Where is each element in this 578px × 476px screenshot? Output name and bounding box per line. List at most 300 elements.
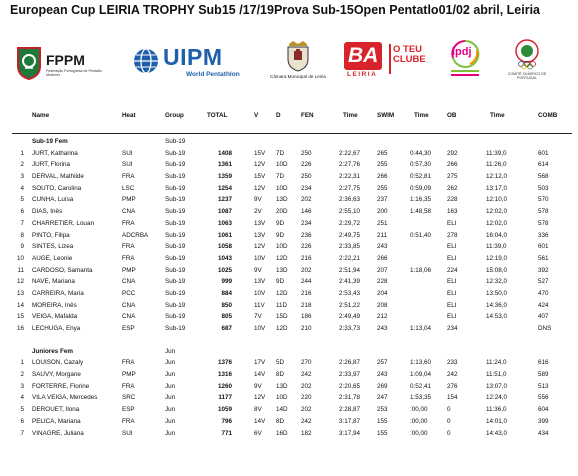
cell-time1: 2:27,75: [339, 184, 361, 192]
cell-comb: 527: [538, 278, 549, 286]
cell-time2: 1:53,35: [410, 394, 432, 402]
results-table: [0, 108, 578, 440]
table-row: [0, 301, 578, 313]
cell-time3: 12:32,0: [486, 278, 508, 286]
globe-icon: [132, 47, 160, 75]
cell-time3: 13:07,0: [486, 382, 508, 390]
cell-v: 11V: [254, 301, 265, 309]
cell-name: SINTES, Lizea: [32, 243, 74, 251]
cell-name: PELICA, Mariana: [32, 417, 81, 425]
cell-time1: 2:22,31: [339, 173, 361, 181]
cell-total: 1063: [217, 219, 232, 227]
cell-name: CUNHA, Luísa: [32, 196, 74, 204]
cell-swim: 207: [377, 266, 388, 274]
cell-v: 10V: [254, 254, 266, 262]
cop-subtitle: COMITÉ OLÍMPICO DE PORTUGAL: [507, 72, 547, 80]
cell-time2: 0:51,40: [410, 231, 432, 239]
cell-time1: 2:33,85: [339, 243, 361, 251]
col-name: Name: [32, 112, 50, 119]
cell-name: LECHUGA, Enya: [32, 325, 81, 332]
cell-heat: FRA: [122, 173, 135, 181]
cell-heat: SUI: [122, 429, 133, 437]
cell-comb: 616: [538, 359, 549, 367]
cell-group: Sub-19: [165, 184, 186, 192]
cell-time1: 2:27,76: [339, 161, 361, 169]
cell-ob: ELI: [447, 301, 457, 309]
cell-name: VINAGRE, Juliana: [32, 429, 84, 437]
cell-total: 1408: [217, 149, 232, 157]
cell-v: 13V: [254, 231, 266, 239]
table-row: [0, 242, 578, 254]
cell-d: 12D: [276, 289, 288, 297]
table-row: [0, 219, 578, 231]
table-row: [0, 277, 578, 289]
cell-heat: CNA: [122, 313, 136, 321]
cell-total: 1376: [217, 359, 232, 367]
cell-d: 10D: [276, 184, 288, 192]
cell-ob: 0: [447, 406, 451, 414]
cell-swim: 255: [377, 184, 388, 192]
cell-group: Sub-19: [165, 196, 186, 204]
cell-name: JURT, Florina: [32, 161, 71, 169]
cell-num: 6: [20, 208, 24, 216]
cell-heat: PMP: [122, 371, 136, 379]
cell-time2: :00,00: [410, 429, 428, 437]
cell-d: 7D: [276, 173, 285, 181]
cell-name: VEIGA, Mafalda: [32, 313, 78, 321]
cell-time1: 2:49,49: [339, 313, 361, 321]
cell-time3: 11:24,0: [486, 359, 507, 367]
cell-fen: 202: [301, 406, 312, 414]
cell-total: 1059: [217, 406, 232, 414]
cell-time3: 12:02,0: [486, 208, 508, 216]
cell-ob: 278: [447, 231, 458, 239]
cell-comb: 392: [538, 266, 549, 274]
cell-d: 10D: [276, 243, 288, 251]
cell-time1: 2:36,63: [339, 196, 361, 204]
cell-num: 4: [20, 394, 24, 402]
cell-time3: 12:02,0: [486, 219, 508, 227]
cell-num: 7: [20, 429, 24, 437]
cell-d: 9D: [276, 231, 285, 239]
cell-time3: 14:01,0: [486, 417, 508, 425]
cell-heat: LSC: [122, 184, 135, 192]
cell-num: 3: [20, 173, 24, 181]
cell-total: 771: [221, 429, 232, 437]
cell-name: NAVE, Mariana: [32, 278, 75, 286]
cell-group: Sub-19: [165, 289, 186, 297]
col-time-swim: Time: [414, 112, 429, 119]
cell-ob: ELI: [447, 254, 457, 262]
cell-comb: 614: [538, 161, 549, 169]
table-row: [0, 417, 578, 429]
cell-fen: 220: [301, 394, 312, 402]
cell-d: 20D: [276, 208, 288, 216]
cell-heat: CNA: [122, 301, 136, 309]
cell-total: 1087: [217, 208, 232, 216]
cell-num: 8: [20, 231, 24, 239]
cell-name: CARDOSO, Samanta: [32, 266, 93, 274]
cell-ob: ELI: [447, 219, 457, 227]
section-header: [0, 137, 578, 149]
cell-v: 12V: [254, 161, 266, 169]
cell-time3: 11:36,0: [486, 406, 507, 414]
col-d: D: [276, 112, 281, 119]
table-row: [0, 266, 578, 278]
uipm-logo: [132, 44, 242, 82]
col-comb: COMB: [538, 112, 558, 119]
cell-d: 9D: [276, 219, 285, 227]
col-time-ob: Time: [490, 112, 505, 119]
cell-group: Jun: [165, 394, 176, 402]
cell-swim: 266: [377, 173, 388, 181]
cell-total: 687: [221, 325, 232, 332]
cell-time1: 3:17,94: [339, 429, 361, 437]
cell-name: SOUTO, Carolina: [32, 184, 82, 192]
cell-time1: 2:20,65: [339, 382, 361, 390]
cell-group: Jun: [165, 429, 176, 437]
table-row: [0, 172, 578, 184]
cell-ob: 242: [447, 371, 458, 379]
table-row: [0, 393, 578, 405]
cell-d: 10D: [276, 161, 288, 169]
cell-v: 6V: [254, 429, 262, 437]
cell-heat: SUI: [122, 149, 133, 157]
cell-name: MOREIRA, Inês: [32, 301, 77, 309]
cell-time3: 14:36,0: [486, 301, 508, 309]
cell-swim: 211: [377, 231, 388, 239]
cell-v: 7V: [254, 313, 262, 321]
cell-time1: 2:41,39: [339, 278, 361, 286]
table-row: [0, 149, 578, 161]
cell-heat: SRC: [122, 394, 136, 402]
cell-swim: 251: [377, 219, 388, 227]
cell-group: Sub-19: [165, 278, 186, 286]
table-row: [0, 405, 578, 417]
cell-v: 12V: [254, 184, 266, 192]
cell-time3: 15:08,0: [486, 266, 508, 274]
cell-group: Jun: [165, 382, 176, 390]
cell-v: 13V: [254, 219, 266, 227]
cell-group: Sub-19: [165, 161, 186, 169]
cell-name: FORTERRE, Florine: [32, 382, 90, 390]
cell-swim: 255: [377, 161, 388, 169]
cell-time1: 2:22,67: [339, 149, 361, 157]
cell-num: 10: [16, 254, 24, 262]
cell-total: 796: [221, 417, 232, 425]
coat-of-arms-icon: [283, 40, 313, 72]
cell-total: 1025: [217, 266, 232, 274]
cell-num: 16: [16, 325, 24, 332]
cell-heat: CNA: [122, 278, 136, 286]
col-heat: Heat: [122, 112, 136, 119]
cell-fen: 202: [301, 266, 312, 274]
cell-v: 15V: [254, 149, 266, 157]
cell-ob: 154: [447, 394, 458, 402]
cell-ob: 0: [447, 429, 451, 437]
cell-d: 12D: [276, 325, 288, 332]
cell-fen: 250: [301, 149, 312, 157]
cell-d: 16D: [276, 429, 288, 437]
ipdj-wordmark: ipdj: [452, 46, 472, 58]
cell-ob: 234: [447, 325, 458, 332]
cell-ob: 224: [447, 266, 458, 274]
cell-time1: 2:33,73: [339, 325, 361, 332]
cell-time3: 11:51,0: [486, 371, 507, 379]
cell-name: LOUISON, Cazaly: [32, 359, 84, 367]
cell-time1: 2:49,75: [339, 231, 361, 239]
leiria-subtitle: Câmara Municipal de Leiria: [270, 74, 326, 79]
cell-time1: 2:31,78: [339, 394, 361, 402]
cell-num: 6: [20, 417, 24, 425]
cell-heat: PCC: [122, 289, 136, 297]
cell-comb: 424: [538, 301, 549, 309]
col-total: TOTAL: [207, 112, 228, 119]
cell-heat: PMP: [122, 266, 136, 274]
cell-total: 1043: [217, 254, 232, 262]
cell-time2: 1:09,04: [410, 371, 432, 379]
col-v: V: [254, 112, 259, 119]
cell-comb: 336: [538, 231, 549, 239]
cell-d: 12D: [276, 254, 288, 262]
cell-swim: 253: [377, 406, 388, 414]
cell-num: 2: [20, 371, 24, 379]
table-row: [0, 254, 578, 266]
cell-name: AUGE, Leonie: [32, 254, 73, 262]
cell-total: 1361: [217, 161, 232, 169]
cell-ob: 262: [447, 184, 458, 192]
cell-group: Sub-19: [165, 325, 186, 332]
cell-v: 8V: [254, 406, 262, 414]
cell-heat: SUI: [122, 161, 133, 169]
cell-swim: 247: [377, 394, 388, 402]
cell-group: Sub-19: [165, 149, 186, 157]
cell-fen: 244: [301, 278, 312, 286]
cell-v: 10V: [254, 325, 266, 332]
cell-time2: 0:52,41: [410, 382, 432, 390]
cell-group: Sub-19: [165, 231, 186, 239]
cell-heat: FRA: [122, 417, 135, 425]
cell-swim: 257: [377, 359, 388, 367]
cell-fen: 234: [301, 219, 312, 227]
cell-name: SAUVY, Morgane: [32, 371, 81, 379]
cell-num: 5: [20, 196, 24, 204]
cell-fen: 186: [301, 313, 312, 321]
cell-heat: PMP: [122, 196, 136, 204]
cell-num: 3: [20, 382, 24, 390]
cell-fen: 234: [301, 184, 312, 192]
table-row: [0, 195, 578, 207]
cell-d: 13D: [276, 266, 288, 274]
cell-v: 9V: [254, 196, 262, 204]
cell-total: 1359: [217, 173, 232, 181]
cell-swim: 265: [377, 149, 388, 157]
cell-ob: ELI: [447, 289, 457, 297]
table-row: [0, 370, 578, 382]
cell-d: 15D: [276, 313, 288, 321]
cell-num: 11: [17, 266, 24, 274]
cell-time1: 2:26,87: [339, 359, 361, 367]
cell-name: CARREIRA, Maria: [32, 289, 84, 297]
fppm-logo: [16, 46, 126, 80]
cell-group: Jun: [165, 417, 176, 425]
table-row: [0, 382, 578, 394]
cell-num: 12: [16, 278, 24, 286]
ba-leiria-logo: [344, 42, 384, 80]
cell-d: 13D: [276, 196, 288, 204]
section-gap: [0, 336, 578, 347]
cell-comb: 513: [538, 382, 549, 390]
cell-comb: 407: [538, 313, 549, 321]
cell-fen: 226: [301, 161, 312, 169]
olympic-committee-logo: [502, 38, 552, 84]
col-ob: OB: [447, 112, 457, 119]
cell-swim: 228: [377, 278, 388, 286]
cell-time3: 11:39,0: [486, 243, 507, 251]
section-group: Jun: [165, 347, 176, 355]
cell-v: 10V: [254, 289, 266, 297]
cell-swim: 237: [377, 196, 388, 204]
table-row: [0, 358, 578, 370]
cell-swim: 243: [377, 325, 388, 332]
cell-group: Sub-19: [165, 254, 186, 262]
cell-num: 2: [20, 161, 24, 169]
cell-group: Jun: [165, 406, 176, 414]
col-group: Group: [165, 112, 184, 119]
cell-num: 9: [20, 243, 24, 251]
cell-name: DIAS, Inês: [32, 208, 63, 216]
cell-ob: 275: [447, 173, 458, 181]
o-teu-clube-wordmark: O TEU CLUBE: [393, 44, 426, 65]
cell-comb: 503: [538, 184, 549, 192]
cell-total: 999: [221, 278, 232, 286]
cell-comb: 568: [538, 173, 549, 181]
cell-v: 15V: [254, 173, 266, 181]
ba-subtitle: LEIRIA: [347, 71, 378, 78]
cell-fen: 242: [301, 371, 312, 379]
cell-heat: FRA: [122, 254, 135, 262]
fppm-wordmark: FPPM: [46, 52, 85, 68]
section-label: Juniores Fem: [32, 347, 73, 355]
cell-num: 7: [20, 219, 24, 227]
cell-v: 14V: [254, 417, 266, 425]
cell-v: 17V: [254, 359, 266, 367]
cell-fen: 216: [301, 254, 312, 262]
cell-time1: 2:29,72: [339, 219, 361, 227]
sponsor-logos: [0, 38, 578, 88]
cell-d: 7D: [276, 149, 285, 157]
cell-swim: 204: [377, 289, 388, 297]
cell-swim: 269: [377, 382, 388, 390]
cell-fen: 270: [301, 359, 312, 367]
cell-total: 1260: [217, 382, 232, 390]
cell-name: DERVAL, Mathilde: [32, 173, 84, 181]
cell-swim: 200: [377, 208, 388, 216]
table-row: [0, 160, 578, 172]
cell-total: 850: [221, 301, 232, 309]
cell-group: Sub-19: [165, 243, 186, 251]
cell-group: Sub-19: [165, 266, 186, 274]
cell-time2: 0:52,81: [410, 173, 432, 181]
cell-fen: 146: [301, 208, 312, 216]
table-row: [0, 231, 578, 243]
ba-wordmark: BA: [348, 44, 379, 67]
cell-time2: 1:13,60: [410, 359, 432, 367]
cell-total: 884: [221, 289, 232, 297]
cell-time1: 2:51,22: [339, 301, 361, 309]
cell-num: 5: [20, 406, 24, 414]
cell-time3: 13:50,0: [486, 289, 508, 297]
cell-time2: 1:16,35: [410, 196, 432, 204]
cell-time1: 2:51,94: [339, 266, 361, 274]
cell-comb: 434: [538, 429, 549, 437]
cell-total: 805: [221, 313, 232, 321]
cell-fen: 182: [301, 429, 312, 437]
cell-comb: 556: [538, 394, 549, 402]
cell-group: Jun: [165, 359, 176, 367]
cell-time2: 1:48,58: [410, 208, 432, 216]
cell-v: 2V: [254, 208, 262, 216]
table-row: [0, 312, 578, 324]
cell-d: 11D: [276, 301, 288, 309]
cell-heat: ESP: [122, 406, 135, 414]
col-time-fen: Time: [343, 112, 358, 119]
cell-time3: 12:10,0: [486, 196, 508, 204]
cell-ob: 276: [447, 382, 458, 390]
cell-time1: 2:22,21: [339, 254, 361, 262]
cell-ob: ELI: [447, 278, 457, 286]
cell-comb: 578: [538, 219, 549, 227]
table-row: [0, 184, 578, 196]
cell-time3: 12:24,0: [486, 394, 508, 402]
cell-comb: DNS: [538, 325, 552, 332]
cell-time3: 12:12,0: [486, 173, 508, 181]
cell-ob: 0: [447, 417, 451, 425]
cell-time1: 2:53,43: [339, 289, 361, 297]
cell-swim: 243: [377, 371, 388, 379]
cell-fen: 250: [301, 173, 312, 181]
cell-v: 13V: [254, 278, 266, 286]
uipm-wordmark: UIPM: [163, 44, 223, 70]
ipdj-logo: [445, 38, 485, 82]
cell-v: 12V: [254, 243, 266, 251]
cell-time2: 1:18,06: [410, 266, 432, 274]
cell-time2: 0:59,09: [410, 184, 432, 192]
cell-comb: 601: [538, 243, 549, 251]
cell-fen: 202: [301, 382, 312, 390]
cell-ob: ELI: [447, 243, 457, 251]
cell-time1: 2:33,97: [339, 371, 361, 379]
table-row: [0, 207, 578, 219]
cell-d: 10D: [276, 394, 288, 402]
cell-d: 14D: [276, 406, 288, 414]
cell-d: 8D: [276, 417, 285, 425]
cell-total: 1058: [217, 243, 232, 251]
cell-comb: 561: [538, 254, 549, 262]
cell-comb: 589: [538, 371, 549, 379]
cell-heat: ESP: [122, 325, 135, 332]
fppm-subtitle: Federação Portuguesa de Pentatlo Moderno: [46, 69, 102, 77]
cell-total: 1237: [217, 196, 232, 204]
cell-time2: 0:44,30: [410, 149, 432, 157]
cell-v: 9V: [254, 382, 262, 390]
cell-num: 15: [16, 313, 24, 321]
cell-time2: :00,00: [410, 406, 428, 414]
cell-num: 4: [20, 184, 24, 192]
cell-ob: 266: [447, 161, 458, 169]
table-row: [0, 289, 578, 301]
cell-time3: 14:43,0: [486, 429, 508, 437]
